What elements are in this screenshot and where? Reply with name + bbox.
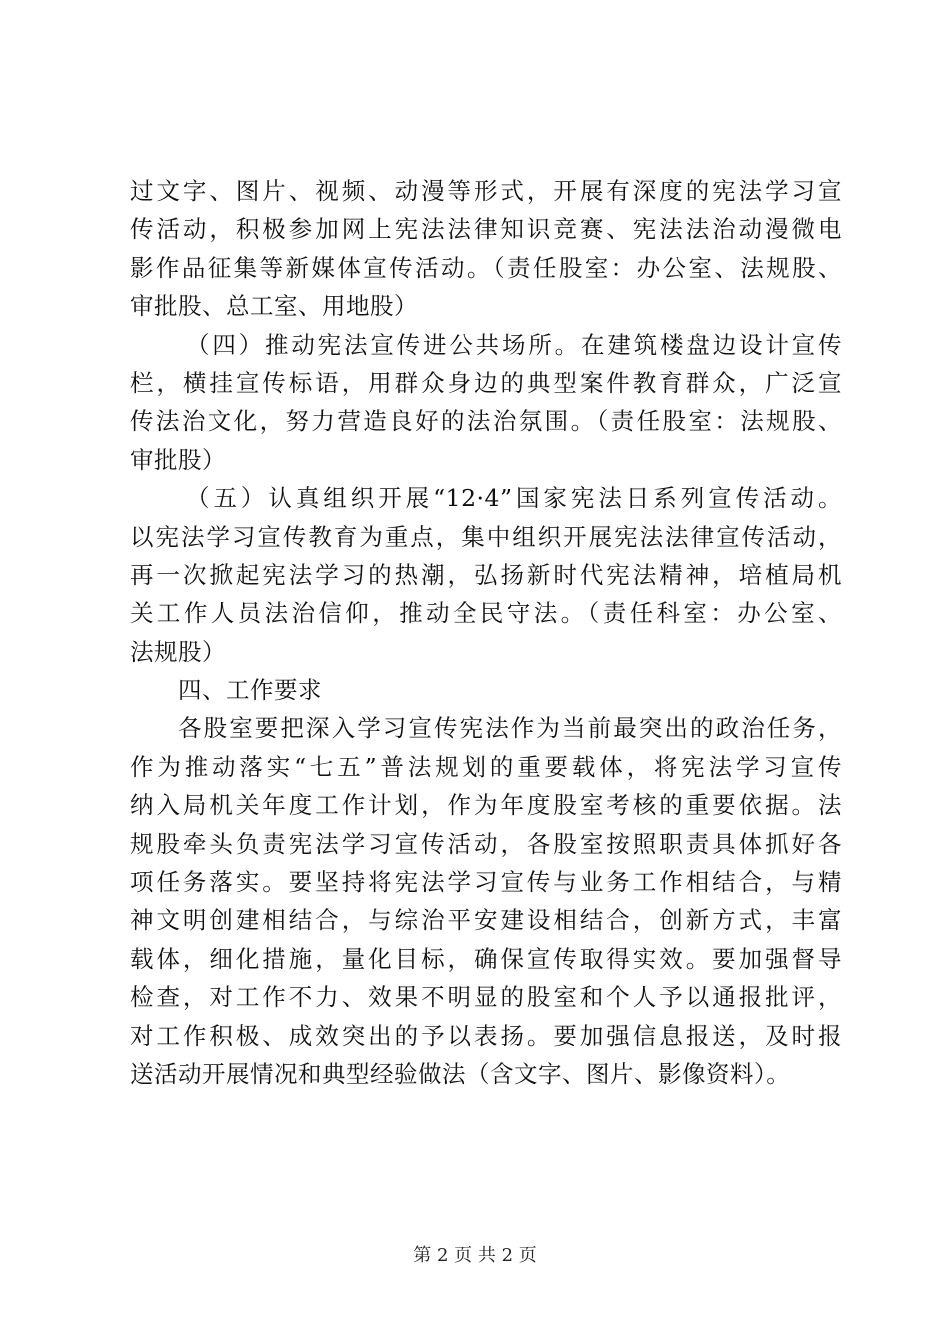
text-line: 审批股、总工室、用地股） <box>130 292 418 321</box>
text-line: 纳入局机关年度工作计划，作为年度股室考核的重要依据。法 <box>130 791 842 820</box>
text-line: 审批股） <box>130 445 226 474</box>
text-line: （五）认真组织开展“12·4”国家宪法日系列宣传活动。 <box>186 484 842 513</box>
text-line: 各股室要把深入学习宣传宪法作为当前最突出的政治任务， <box>178 714 842 743</box>
text-line: 影作品征集等新媒体宣传活动。（责任股室：办公室、法规股、 <box>130 253 842 282</box>
text-line: 作为推动落实“七五”普法规划的重要载体，将宪法学习宣传 <box>130 752 842 781</box>
text-line: 关工作人员法治信仰，推动全民守法。（责任科室：办公室、 <box>130 599 842 628</box>
section-title: 四、工作要求 <box>178 676 322 705</box>
text-line: 再一次掀起宪法学习的热潮，弘扬新时代宪法精神，培植局机 <box>130 560 842 589</box>
text-line: 传法治文化，努力营造良好的法治氛围。（责任股室：法规股、 <box>130 407 842 436</box>
text-line: 以宪法学习宣传教育为重点，集中组织开展宪法法律宣传活动， <box>130 522 842 551</box>
text-line: 传活动，积极参加网上宪法法律知识竞赛、宪法法治动漫微电 <box>130 215 842 244</box>
paragraph-continuation <box>130 172 842 326</box>
text-line: 栏，横挂宣传标语，用群众身边的典型案件教育群众，广泛宣 <box>130 368 842 397</box>
text-line: （四）推动宪法宣传进公共场所。在建筑楼盘边设计宣传 <box>186 330 842 359</box>
page-number-label: 第 2 页 共 2 页 <box>413 1245 537 1266</box>
text-line: 项任务落实。要坚持将宪法学习宣传与业务工作相结合，与精 <box>130 868 842 897</box>
page-footer <box>0 1244 950 1268</box>
document-body <box>130 172 842 1093</box>
text-line: 神文明创建相结合，与综治平安建设相结合，创新方式，丰富 <box>130 906 842 935</box>
paragraph-item-4 <box>130 326 842 480</box>
paragraph-item-5 <box>130 479 842 671</box>
text-line: 法规股） <box>130 637 226 666</box>
text-line: 送活动开展情况和典型经验做法（含文字、图片、影像资料）。 <box>130 1059 791 1088</box>
text-line: 检查，对工作不力、效果不明显的股室和个人予以通报批评， <box>130 983 842 1012</box>
paragraph-body <box>130 709 842 1093</box>
text-line: 载体，细化措施，量化目标，确保宣传取得实效。要加强督导 <box>130 944 842 973</box>
section-heading <box>130 671 842 709</box>
text-line: 对工作积极、成效突出的予以表扬。要加强信息报送，及时报 <box>130 1021 842 1050</box>
text-line: 过文字、图片、视频、动漫等形式，开展有深度的宪法学习宣 <box>130 177 842 205</box>
text-line: 规股牵头负责宪法学习宣传活动，各股室按照职责具体抓好各 <box>130 829 842 858</box>
